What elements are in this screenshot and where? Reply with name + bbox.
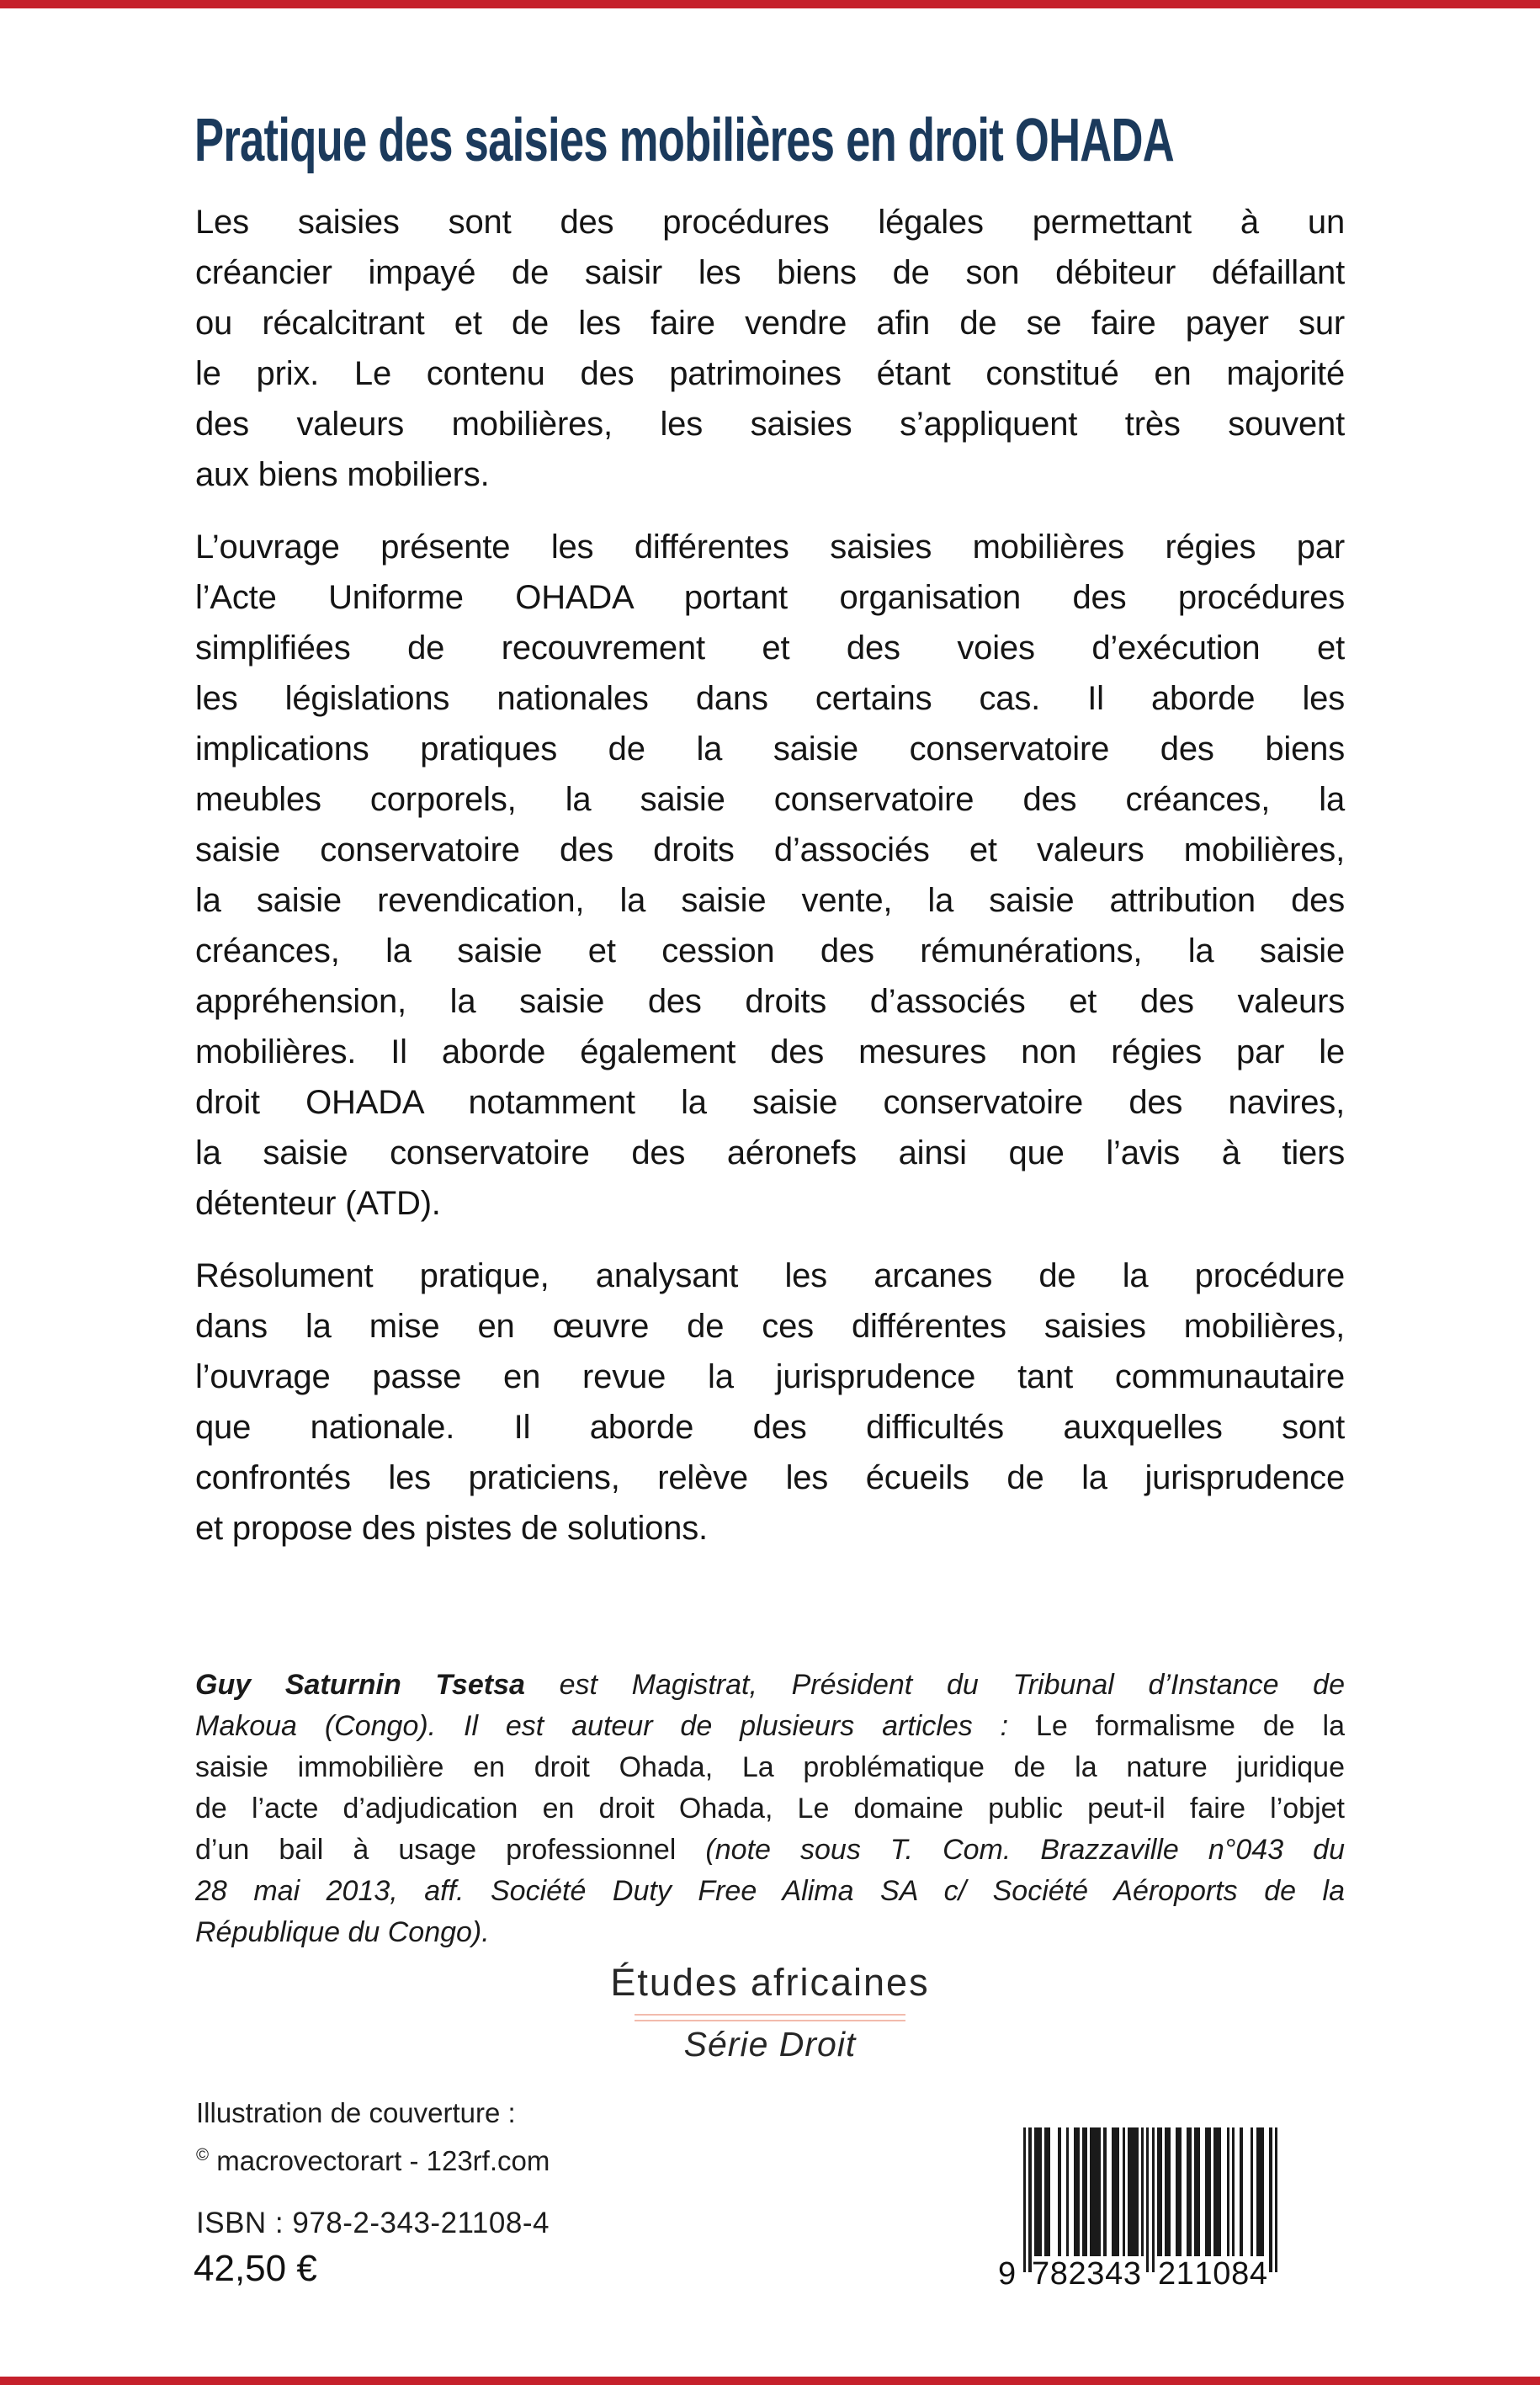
text-line: appréhension, la saisie des droits d’associés et des valeurs <box>195 983 1345 1020</box>
text-segment: saisie immobilière en droit Ohada, La problématique de la nature juridique <box>195 1751 1345 1783</box>
barcode-bar <box>1128 2127 1139 2256</box>
barcode-digit-group-2 <box>1158 2255 1267 2292</box>
barcode-bar <box>1123 2127 1125 2256</box>
barcode-digit-group-1 <box>1032 2255 1141 2292</box>
barcode-digit: 4 <box>1249 2256 1267 2292</box>
barcode-bar <box>1044 2127 1049 2256</box>
barcode-digit: 1 <box>1176 2256 1194 2292</box>
text-line: la saisie conservatoire des aéronefs ainsi que l’avis à tiers <box>195 1134 1345 1171</box>
barcode-bar <box>1103 2127 1106 2256</box>
text-segment: Illustration de couverture : <box>196 2097 516 2128</box>
cover-edge-line-top <box>0 0 1540 8</box>
barcode-bar <box>1256 2127 1265 2256</box>
barcode-bar <box>1232 2127 1235 2256</box>
text-segment: République du Congo). <box>195 1916 490 1948</box>
text-line: créances, la saisie et cession des rémunérations, la saisie <box>195 932 1345 969</box>
text-line: Les saisies sont des procédures légales permettant à un <box>195 204 1345 241</box>
text-line <box>195 1665 1345 1706</box>
text-line: mobilières. Il aborde également des mesures non régies par le <box>195 1033 1345 1070</box>
text-segment: est Magistrat, Président du Tribunal d’Instance de <box>524 1669 1345 1701</box>
barcode-bar <box>1074 2127 1079 2256</box>
text-segment: macrovectorart - 123rf.com <box>209 2145 550 2176</box>
barcode-digit: 0 <box>1213 2256 1231 2292</box>
barcode-bar <box>1058 2127 1060 2256</box>
text-line: créancier impayé de saisir les biens de son débiteur défaillant <box>195 254 1345 291</box>
barcode-bar <box>1141 2127 1144 2256</box>
text-segment: Guy Saturnin Tsetsa <box>195 1669 525 1701</box>
barcode-digit: 1 <box>1194 2256 1213 2292</box>
barcode-digit: 3 <box>1123 2256 1141 2292</box>
barcode-digit: 2 <box>1158 2256 1176 2292</box>
collection-series-label: Série Droit <box>683 2025 857 2064</box>
barcode-bar <box>1240 2127 1242 2256</box>
cover-illustration-credit <box>196 2092 785 2182</box>
price-text: 42,50 € <box>194 2248 317 2289</box>
text-line: ou récalcitrant et de les faire vendre afin de se faire payer sur <box>195 305 1345 342</box>
text-segment: d’un bail à usage professionnel <box>195 1834 706 1866</box>
barcode-digit: 8 <box>1231 2256 1250 2292</box>
text-line: des valeurs mobilières, les saisies s’appliquent très souvent <box>195 406 1345 443</box>
barcode-bar <box>1152 2127 1155 2272</box>
barcode-digit: 8 <box>1049 2256 1068 2292</box>
synopsis-paragraph-1 <box>195 197 1345 500</box>
author-bio <box>195 1665 1345 1953</box>
barcode-bar <box>1082 2127 1087 2256</box>
text-segment: de l’acte d’adjudication en droit Ohada, Le domaine public peut-il faire l’objet <box>195 1793 1345 1825</box>
text-line: les législations nationales dans certains cas. Il aborde les <box>195 680 1345 717</box>
barcode <box>998 2127 1279 2292</box>
barcode-bar <box>1194 2127 1199 2256</box>
barcode-bar <box>1165 2127 1170 2256</box>
text-line <box>195 1912 1345 1953</box>
barcode-digit: 4 <box>1105 2256 1123 2292</box>
synopsis-paragraph-3 <box>195 1251 1345 1554</box>
text-line <box>195 1747 1345 1788</box>
barcode-digit: 3 <box>1086 2256 1105 2292</box>
text-line: Résolument pratique, analysant les arcanes de la procédure <box>195 1257 1345 1294</box>
text-segment: Le formalisme de la <box>1036 1710 1346 1742</box>
text-line: le prix. Le contenu des patrimoines étant constitué en majorité <box>195 355 1345 392</box>
barcode-bar <box>1227 2127 1229 2256</box>
text-line: que nationale. Il aborde des difficultés auxquelles sont <box>195 1409 1345 1446</box>
barcode-bar <box>1028 2127 1031 2272</box>
isbn-text: ISBN : 978-2-343-21108-4 <box>196 2207 550 2239</box>
cover-edge-line-bottom <box>0 2377 1540 2385</box>
text-line <box>195 1706 1345 1747</box>
text-line: dans la mise en œuvre de ces différentes saisies mobilières, <box>195 1308 1345 1345</box>
text-segment: (note sous T. Com. Brazzaville n°043 du <box>705 1834 1345 1866</box>
book-title: Pratique des saisies mobilières en droit OHADA <box>194 107 1174 174</box>
text-segment: Makoua (Congo). Il est auteur de plusieurs articles : <box>195 1710 1036 1742</box>
collection-rule <box>635 2014 905 2021</box>
barcode-bar <box>1146 2127 1149 2272</box>
text-line: meubles corporels, la saisie conservatoire des créances, la <box>195 781 1345 818</box>
text-line: la saisie revendication, la saisie vente, la saisie attribution des <box>195 882 1345 919</box>
text-line: l’ouvrage passe en revue la jurisprudence tant communautaire <box>195 1358 1345 1395</box>
barcode-bar <box>1187 2127 1192 2256</box>
text-line: simplifiées de recouvrement et des voies d’exécution et <box>195 629 1345 667</box>
barcode-bar <box>1213 2127 1222 2256</box>
text-line: droit OHADA notamment la saisie conservatoire des navires, <box>195 1084 1345 1121</box>
barcode-bar <box>1275 2127 1277 2272</box>
text-line: détenteur (ATD). <box>195 1185 441 1222</box>
barcode-bar <box>1023 2127 1026 2272</box>
barcode-digit: 2 <box>1068 2256 1086 2292</box>
text-line: L’ouvrage présente les différentes saisies mobilières régies par <box>195 529 1345 566</box>
text-line: confrontés les praticiens, relève les écueils de la jurisprudence <box>195 1459 1345 1496</box>
barcode-digit: 7 <box>1032 2256 1050 2292</box>
barcode-bars <box>1023 2127 1277 2272</box>
barcode-bar <box>1176 2127 1181 2256</box>
barcode-bar <box>1269 2127 1272 2272</box>
text-line: saisie conservatoire des droits d’associés et valeurs mobilières, <box>195 831 1345 868</box>
collection-name: Études africaines <box>610 1961 930 2004</box>
text-line: l’Acte Uniforme OHADA portant organisation des procédures <box>195 579 1345 616</box>
text-line <box>195 1871 1345 1912</box>
barcode-bar <box>1157 2127 1162 2256</box>
barcode-digit-first: 9 <box>998 2256 1017 2292</box>
text-line <box>196 2092 785 2134</box>
barcode-bar <box>1112 2127 1120 2256</box>
barcode-bar <box>1034 2127 1043 2256</box>
text-segment: © <box>196 2145 210 2165</box>
barcode-bar <box>1251 2127 1253 2256</box>
text-line <box>196 2134 785 2182</box>
barcode-bar <box>1090 2127 1101 2256</box>
text-line: aux biens mobiliers. <box>195 456 490 493</box>
text-line <box>195 1788 1345 1830</box>
text-segment: 28 mai 2013, aff. Société Duty Free Alima SA c/ Société Aéroports de la <box>195 1875 1345 1907</box>
synopsis-paragraph-2 <box>195 522 1345 1229</box>
text-line <box>195 1830 1345 1871</box>
barcode-bar <box>1066 2127 1069 2256</box>
barcode-bar <box>1205 2127 1210 2256</box>
text-line: implications pratiques de la saisie conservatoire des biens <box>195 730 1345 768</box>
text-line: et propose des pistes de solutions. <box>195 1510 708 1547</box>
